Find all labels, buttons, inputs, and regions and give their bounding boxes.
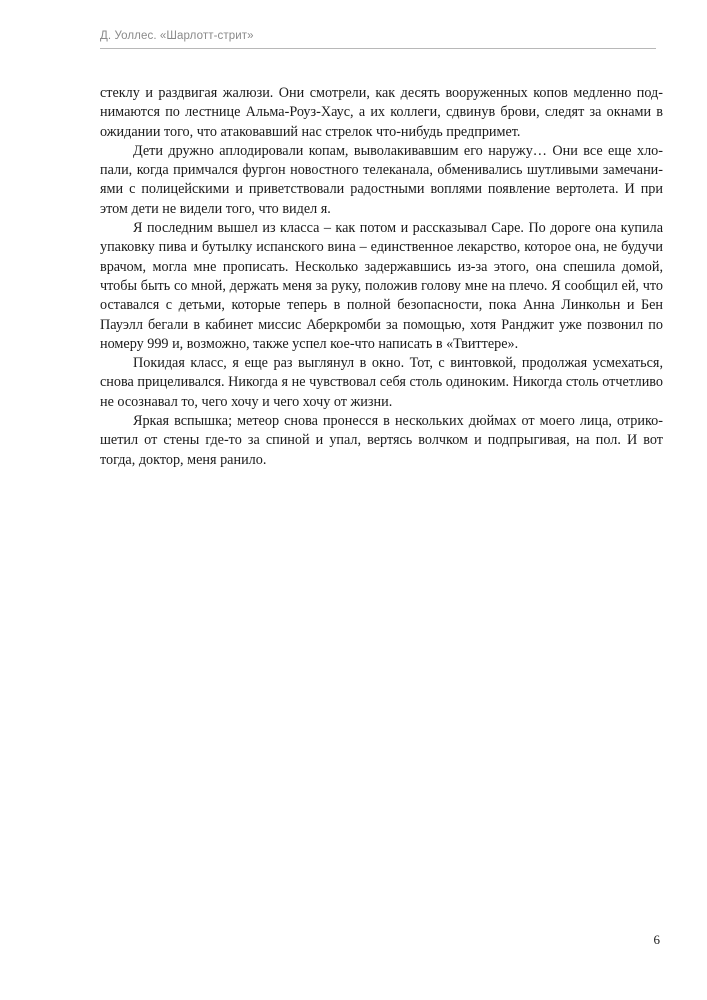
paragraph: стеклу и раздвигая жалюзи. Они смотрели, как десять вооруженных копов медленно поднимаются по лестнице Альма-Роуз-Хаус, а их коллеги, сдвинув брови, следят за окнами в ожидании того, что атаковавший нас стрелок что-нибудь предпримет. — [100, 85, 663, 140]
paragraph: Яркая вспышка; метеор снова пронесся в нескольких дюймах от моего лица, отрикошетил от стены где-то за спиной и упал, вертясь волчком и подпрыгивая, на пол. И вот тогда, доктор, меня ранило. — [100, 413, 663, 468]
header-divider — [100, 48, 656, 49]
paragraph: Дети дружно аплодировали копам, выволакивавшим его наружу… Они все еще хлопали, когда примчался фургон новостного телеканала, обменивались шутливыми замечаниями с полицейскими и приветствовали радостными воплями появление вертолета. И при этом дети не видели того, что видел я. — [100, 142, 663, 217]
paragraph: Покидая класс, я еще раз выглянул в окно. Тот, с винтовкой, продолжая усмехаться, снова прицеливался. Никогда я не чувствовал себя столь одиноким. Никогда столь отчетливо не осознавал то, чего хочу и чего хочу от жизни. — [100, 355, 663, 410]
paragraph: Я последним вышел из класса – как потом и рассказывал Саре. По дороге она купила упаковку пива и бутылку испанского вина – единственное лекарство, которое она, не будучи врачом, могла мне прописать. Несколько задержавшись из-за этого, она спешила домой, чтобы быть со мной, держать меня за руку, положив голову мне на плечо. Я сообщил ей, что оставался с детьми, которые теперь в полной безопасности, пока Анна Линкольн и Бен Пауэлл бегали в кабинет миссис Аберкромби за помощью, хотя Ранджит уже позвонил по номеру 999 и, возможно, также успел кое-что написать в «Твиттере». — [100, 220, 663, 352]
running-header: Д. Уоллес. «Шарлотт-стрит» — [100, 30, 254, 42]
main-text — [100, 84, 663, 470]
page-number: 6 — [653, 932, 660, 947]
